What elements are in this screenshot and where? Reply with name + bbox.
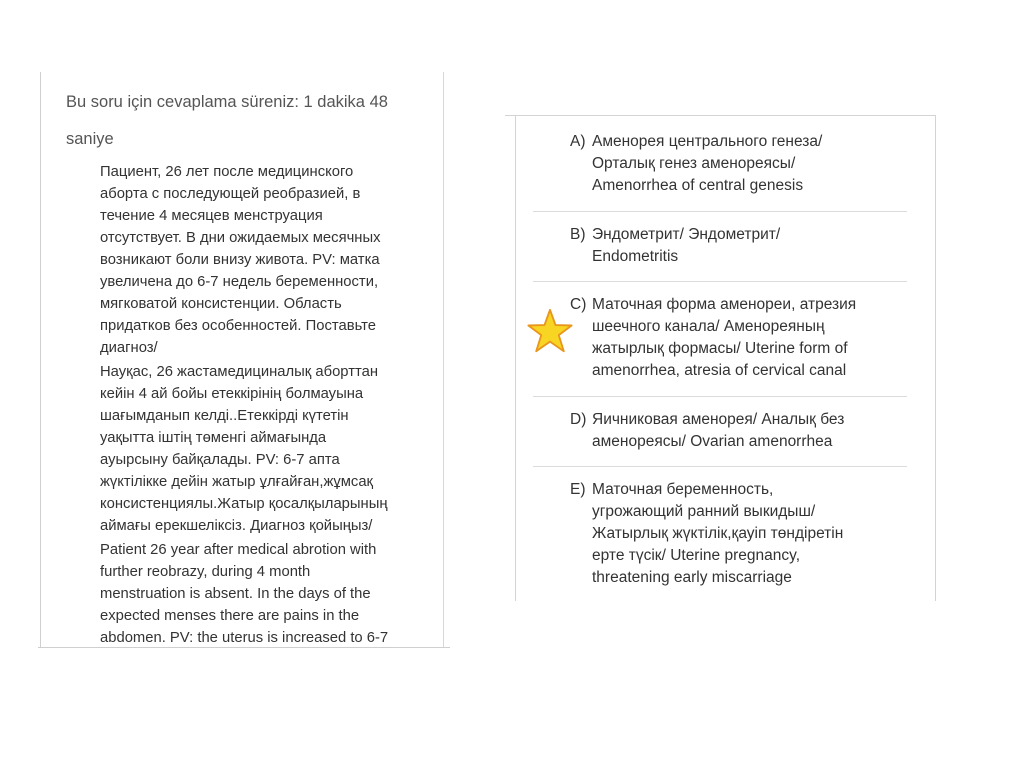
option-divider xyxy=(533,211,907,212)
question-line: expected menses there are pains in the xyxy=(100,608,360,624)
star-icon xyxy=(527,308,573,354)
question-line: кейін 4 ай бойы етеккірінің болмауына xyxy=(100,386,364,402)
option-divider xyxy=(533,466,907,467)
option-text: угрожающий ранний выкидыш/ xyxy=(592,503,816,520)
question-line: жүктілікке дейін жатыр ұлғайған,жұмсақ xyxy=(100,474,374,490)
question-panel xyxy=(38,70,450,648)
question-line: Пациент, 26 лет после медицинского xyxy=(100,164,354,180)
option-letter: B) xyxy=(570,226,586,243)
answer-panel-right-border xyxy=(935,115,936,601)
option-text: Эндометрит/ Эндометрит/ xyxy=(592,226,781,243)
option-letter: D) xyxy=(570,411,587,428)
question-panel-right-border xyxy=(443,72,444,648)
question-line: отсутствует. В дни ожидаемых месячных xyxy=(100,230,381,246)
question-line: возникают боли внизу живота. PV: матка xyxy=(100,252,380,268)
option-text: аменореясы/ Ovarian amenorrhea xyxy=(592,433,833,450)
question-line: придатков без особенностей. Поставьте xyxy=(100,318,376,334)
option-text: ерте түсік/ Uterine pregnancy, xyxy=(592,547,801,564)
question-line: abdomen. PV: the uterus is increased to 6-7 xyxy=(100,630,389,646)
option-text: жатырлық формасы/ Uterine form of xyxy=(592,340,848,357)
option-divider xyxy=(533,281,907,282)
question-line: мягковатой консистенции. Область xyxy=(100,296,342,312)
question-line: увеличена до 6-7 недель беременности, xyxy=(100,274,379,290)
answer-option-c[interactable] xyxy=(570,294,856,382)
option-text: Жатырлық жүктілік,қауіп төндіретін xyxy=(592,525,844,542)
answer-option-d[interactable] xyxy=(570,409,844,453)
question-line: further reobrazy, during 4 month xyxy=(100,564,311,580)
question-text-english xyxy=(100,539,388,648)
answer-option-a[interactable] xyxy=(570,131,822,197)
option-text: Endometritis xyxy=(592,248,679,265)
answer-options-panel xyxy=(505,115,936,601)
question-text-russian xyxy=(100,161,388,359)
option-letter: C) xyxy=(570,296,587,313)
question-line: консистенциялы.Жатыр қосалқыларының xyxy=(100,496,388,512)
option-letter: E) xyxy=(570,481,586,498)
option-text: Маточная беременность, xyxy=(592,481,774,498)
question-line: диагноз/ xyxy=(100,340,158,356)
question-line: Patient 26 year after medical abrotion with xyxy=(100,542,377,558)
answer-option-e[interactable] xyxy=(570,479,843,589)
option-text: Маточная форма аменореи, атрезия xyxy=(592,296,857,313)
option-text: Amenorrhea of central genesis xyxy=(592,177,804,194)
answer-timer-text-continued: saniye xyxy=(66,130,114,148)
question-line: течение 4 месяцев менструация xyxy=(100,208,323,224)
answer-option-b[interactable] xyxy=(570,224,780,268)
question-line: Науқас, 26 жастамедициналық аборттан xyxy=(100,364,379,380)
option-text: Орталық генез аменореясы/ xyxy=(592,155,796,172)
option-letter: A) xyxy=(570,133,586,150)
question-text-kazakh xyxy=(100,361,388,537)
star-icon-graphic xyxy=(527,308,573,354)
option-text: шеечного канала/ Аменореяның xyxy=(592,318,825,335)
answer-timer-text: Bu soru için cevaplama süreniz: 1 dakika 48 xyxy=(66,93,388,111)
option-text: amenorrhea, atresia of cervical canal xyxy=(592,362,847,379)
question-line: menstruation is absent. In the days of the xyxy=(100,586,371,602)
question-text xyxy=(100,161,388,648)
question-line: шағымданып келді..Етеккірді күтетін xyxy=(100,408,349,424)
question-line: уақытта іштің төменгі аймағында xyxy=(100,430,327,446)
option-text: Аменорея центрального генеза/ xyxy=(592,133,823,150)
option-divider xyxy=(533,396,907,397)
answer-panel-left-border xyxy=(515,115,516,601)
answer-panel-top-border xyxy=(505,115,936,116)
question-line: аймағы ерекшеліксіз. Диагноз қойыңыз/ xyxy=(100,518,373,534)
option-text: threatening early miscarriage xyxy=(592,569,792,586)
question-line: аборта с последующей реобразией, в xyxy=(100,186,361,202)
option-text: Яичниковая аменорея/ Аналық без xyxy=(592,411,845,428)
question-line: ауырсыну байқалады. PV: 6-7 апта xyxy=(100,452,340,468)
question-panel-left-border xyxy=(40,72,41,648)
